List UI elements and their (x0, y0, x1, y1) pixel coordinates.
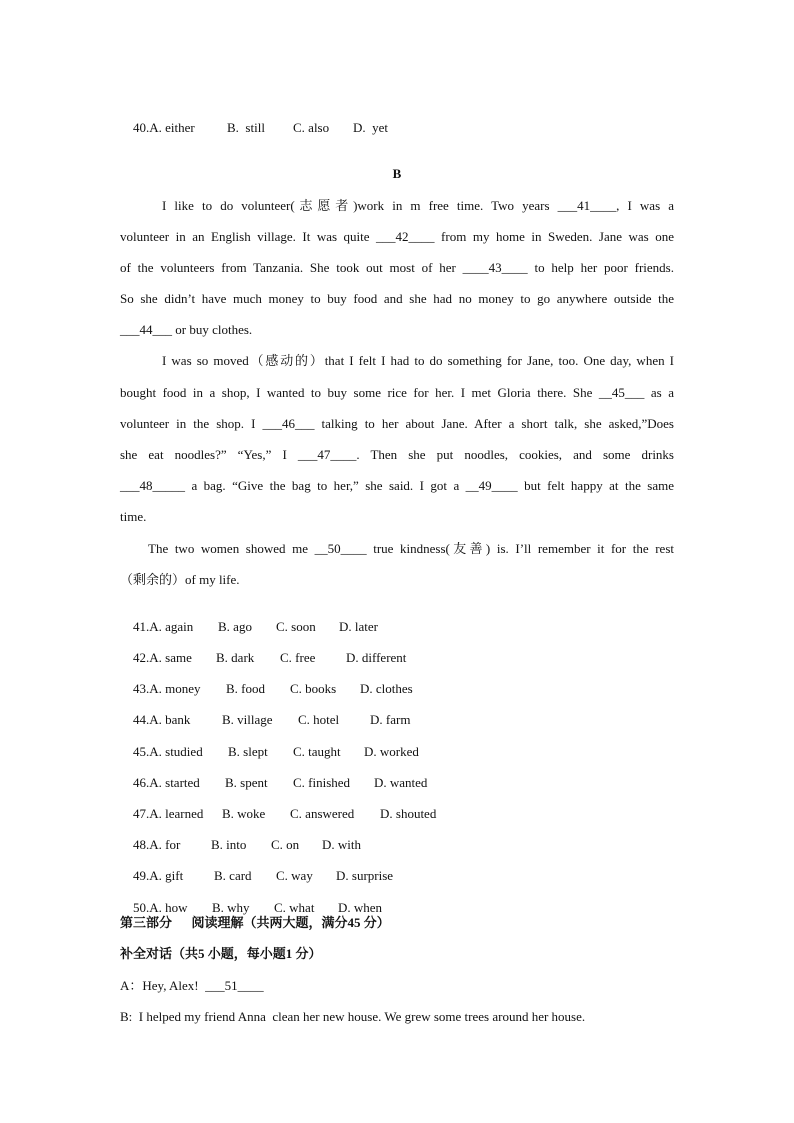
option-c: C. what (274, 900, 315, 915)
question-number: 44. (133, 712, 150, 727)
option-a: A. gift (149, 868, 184, 883)
question-40-options (120, 104, 388, 152)
question-number: 47. (133, 806, 150, 821)
option-c: C. free (280, 650, 316, 665)
passage-line: I like to do volunteer(志愿者)work in m free time. Two years ___41____, I was a (162, 198, 674, 213)
option-c: C. also (293, 120, 330, 135)
option-b: B. dark (216, 650, 255, 665)
part-subheading: 补全对话（共5 小题，每小题1 分） (120, 946, 322, 961)
question-number: 40. (133, 120, 150, 135)
question-number: 45. (133, 744, 150, 759)
option-b: B. spent (225, 775, 268, 790)
option-d: D. wanted (374, 775, 428, 790)
option-a: A. either (149, 120, 195, 135)
option-b: B. village (222, 712, 273, 727)
passage-line: ___44___ or buy clothes. (120, 322, 253, 337)
option-b: B. food (226, 681, 265, 696)
passage-line: she eat noodles?” “Yes,” I ___47____. Then she put noodles, cookies, and some drinks (120, 447, 674, 462)
dialogue-line-a: A：Hey, Alex! ___51____ (120, 978, 264, 993)
option-b: B. card (214, 868, 252, 883)
option-d: D. later (339, 619, 378, 634)
option-d: D. surprise (336, 868, 394, 883)
question-number: 42. (133, 650, 150, 665)
option-c: C. soon (276, 619, 316, 634)
option-a: A. learned (149, 806, 204, 821)
question-number: 46. (133, 775, 150, 790)
option-d: D. with (322, 837, 361, 852)
option-b: B. into (211, 837, 247, 852)
option-c: C. hotel (298, 712, 340, 727)
section-title: B (392, 166, 402, 181)
dialogue-line-b: B: I helped my friend Anna clean her new house. We grew some trees around her house. (120, 1009, 586, 1024)
option-d: D. when (338, 900, 383, 915)
option-a: A. bank (149, 712, 191, 727)
option-a: A. again (149, 619, 194, 634)
question-number: 48. (133, 837, 150, 852)
option-d: D. clothes (360, 681, 413, 696)
option-c: C. taught (293, 744, 341, 759)
option-b: B. why (212, 900, 250, 915)
option-b: B. ago (218, 619, 252, 634)
passage-line: I was so moved（感动的）that I felt I had to do something for Jane, too. One day, when I (162, 353, 674, 368)
question-number: 43. (133, 681, 150, 696)
option-b: B. still (227, 120, 265, 135)
option-c: C. way (276, 868, 313, 883)
option-a: A. for (149, 837, 181, 852)
passage-line: bought food in a shop, I wanted to buy some rice for her. I met Gloria there. She __45___ as a (120, 385, 674, 400)
passage-line: volunteer in the shop. I ___46___ talking to her about Jane. After a short talk, she asked,”Does (120, 416, 674, 431)
passage-line: volunteer in an English village. It was quite ___42____ from my home in Sweden. Jane was one (120, 229, 674, 244)
passage-line: time. (120, 509, 147, 524)
option-d: D. farm (370, 712, 411, 727)
option-a: A. money (149, 681, 201, 696)
passage-line: The two women showed me __50____ true kindness(友善) is. I’ll remember it for the rest (148, 541, 674, 556)
option-b: B. slept (228, 744, 268, 759)
option-d: D. shouted (380, 806, 437, 821)
option-a: A. how (149, 900, 188, 915)
option-a: A. started (149, 775, 200, 790)
option-c: C. books (290, 681, 337, 696)
option-d: D. yet (353, 120, 389, 135)
option-c: C. finished (293, 775, 351, 790)
option-c: C. on (271, 837, 300, 852)
option-a: A. same (149, 650, 192, 665)
option-d: D. worked (364, 744, 419, 759)
question-number: 50. (133, 900, 150, 915)
passage-line: of the volunteers from Tanzania. She took out most of her ____43____ to help her poor friends. (120, 260, 674, 275)
option-d: D. different (346, 650, 407, 665)
part-heading: 第三部分 阅读理解（共两大题，满分45 分） (120, 915, 390, 930)
passage-line: （剩余的）of my life. (120, 572, 240, 587)
question-number: 49. (133, 868, 150, 883)
option-a: A. studied (149, 744, 203, 759)
option-c: C. answered (290, 806, 355, 821)
passage-line: ___48_____ a bag. “Give the bag to her,” she said. I got a __49____ but felt happy at the same (120, 478, 674, 493)
question-number: 41. (133, 619, 150, 634)
passage-line: So she didn’t have much money to buy food and she had no money to go anywhere outside the (120, 291, 674, 306)
option-b: B. woke (222, 806, 266, 821)
